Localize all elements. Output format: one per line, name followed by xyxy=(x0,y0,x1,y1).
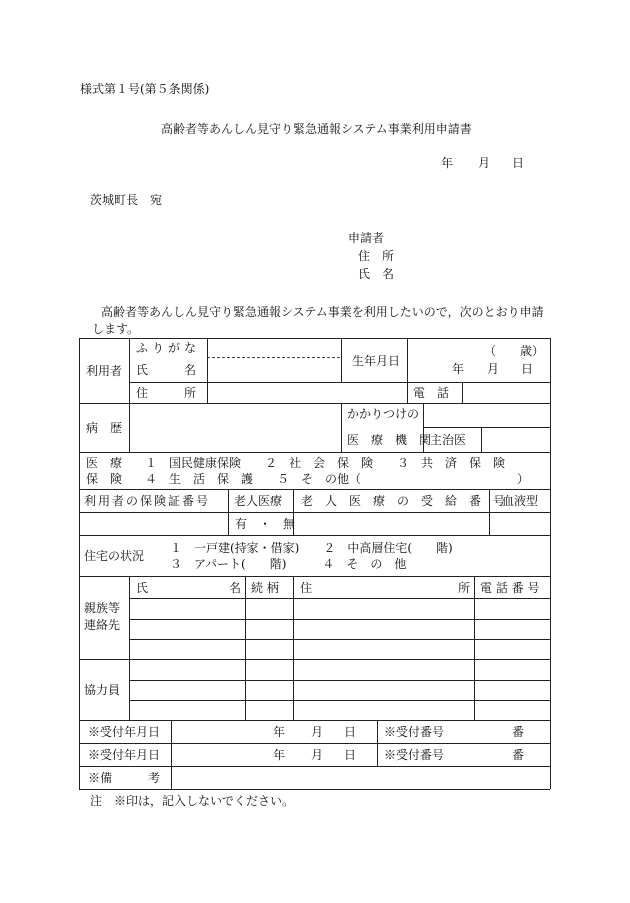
col-line xyxy=(474,576,475,720)
age-field: （ 歳） xyxy=(484,344,545,358)
clinic-label-1: かかりつけの xyxy=(347,407,420,421)
birth-year: 年 xyxy=(452,362,465,376)
helpers-label: 協力員 xyxy=(84,683,121,697)
row-line xyxy=(129,619,550,620)
housing-options-2: ３ アパート( 階) ４ そ の 他 xyxy=(170,557,407,571)
col-line xyxy=(129,338,130,452)
yes-no-field: 有 ・ 無 xyxy=(235,517,296,531)
applicant-address-label: 住 所 xyxy=(358,249,395,263)
row-line xyxy=(129,598,550,599)
contact-address-header-1: 住 xyxy=(300,581,313,595)
row-line xyxy=(79,489,550,490)
row-line xyxy=(129,639,550,640)
row-line xyxy=(79,743,550,744)
row-line xyxy=(129,382,550,383)
row-line xyxy=(79,512,550,513)
insurance-number-label: 利用者の保険証番号 xyxy=(84,494,211,508)
intro-line-2: します。 xyxy=(92,322,140,336)
col-line xyxy=(377,720,378,766)
insurance-options-1: １ 国民健康保険 ２ 社 会 保 険 ３ 共 済 保 険 xyxy=(145,456,506,470)
received-date-label: ※受付年月日 xyxy=(88,725,161,739)
received-month: 月 xyxy=(311,748,324,762)
received-number-label: ※受付番号 xyxy=(384,748,445,762)
table-border-right xyxy=(550,338,551,789)
remarks-label: ※備 考 xyxy=(88,771,161,785)
col-line xyxy=(207,338,208,403)
relatives-label-2: 連絡先 xyxy=(84,618,121,632)
page-title: 高齢者等あんしん見守り緊急通報システム事業利用申請書 xyxy=(161,122,472,136)
user-name-label: 氏 名 xyxy=(136,363,197,377)
birth-label: 生年月日 xyxy=(352,354,401,368)
row-line xyxy=(79,535,550,536)
received-date-label: ※受付年月日 xyxy=(88,748,161,762)
col-line xyxy=(341,403,342,452)
contact-phone-header: 電 話 番 号 xyxy=(480,581,540,595)
received-number-suffix: 番 xyxy=(512,748,525,762)
birth-month: 月 xyxy=(487,362,500,376)
footnote: 注 ※印は，記入しないでください。 xyxy=(90,794,295,808)
col-line xyxy=(293,576,294,720)
applicant-label: 申請者 xyxy=(348,231,385,245)
table-border-left xyxy=(79,338,80,789)
row-line xyxy=(79,766,550,767)
birth-day: 日 xyxy=(521,362,534,376)
col-line xyxy=(481,427,482,452)
clinic-label-2: 医 療 機 関 xyxy=(347,433,432,447)
insurance-label-2: 保 険 xyxy=(86,472,123,486)
date-month: 月 xyxy=(478,156,491,170)
contact-relation-header: 続 柄 xyxy=(251,581,279,595)
received-number-suffix: 番 xyxy=(512,725,525,739)
doctor-label: 主治医 xyxy=(430,433,467,447)
col-line xyxy=(462,382,463,403)
col-line xyxy=(407,338,408,403)
table-border-bottom xyxy=(79,789,550,790)
furigana-dash xyxy=(207,357,340,358)
date-day: 日 xyxy=(512,156,525,170)
user-label: 利用者 xyxy=(86,364,123,378)
row-line xyxy=(79,452,550,453)
relatives-label-1: 親族等 xyxy=(84,601,121,615)
phone-label: 電 話 xyxy=(413,386,450,400)
contact-name-header-2: 名 xyxy=(229,581,242,595)
housing-options-1: １ 一戸建(持家・借家) ２ 中高層住宅( 階) xyxy=(170,541,453,555)
col-line xyxy=(341,338,342,382)
insurance-label-1: 医 療 xyxy=(86,456,123,470)
row-line xyxy=(129,680,550,681)
table-border-top xyxy=(79,338,550,339)
furigana-label: ふりがな xyxy=(136,341,201,355)
col-line xyxy=(245,576,246,720)
applicant-name-label: 氏 名 xyxy=(358,267,395,281)
received-year: 年 xyxy=(273,725,286,739)
elderly-number-label: 老 人 医 療 の 受 給 番 号 xyxy=(301,494,506,508)
received-month: 月 xyxy=(311,725,324,739)
date-year: 年 xyxy=(441,156,454,170)
row-line xyxy=(79,403,550,404)
housing-label: 住宅の状況 xyxy=(84,549,145,563)
contact-address-header-2: 所 xyxy=(458,581,471,595)
received-day: 日 xyxy=(344,748,357,762)
row-line xyxy=(79,576,550,577)
received-day: 日 xyxy=(344,725,357,739)
elderly-medical-label: 老人医療 xyxy=(234,494,283,508)
col-line xyxy=(171,720,172,789)
received-number-label: ※受付番号 xyxy=(384,725,445,739)
col-line xyxy=(228,489,229,535)
intro-line-1: 高齢者等あんしん見守り緊急通報システム事業を利用したいので，次のとおり申請 xyxy=(101,305,544,319)
row-line xyxy=(423,427,550,428)
addressee: 茨城町長 宛 xyxy=(90,193,163,207)
blood-type-label: 血液型 xyxy=(502,494,539,508)
user-address-label: 住 所 xyxy=(136,386,197,400)
insurance-options-2: ４ 生 活 保 護 ５ そ の他（ ） xyxy=(145,472,530,486)
received-year: 年 xyxy=(273,748,286,762)
medical-history-label: 病 歴 xyxy=(86,421,123,435)
row-line xyxy=(79,659,550,660)
col-line xyxy=(129,576,130,720)
row-line xyxy=(79,720,550,721)
row-line xyxy=(129,700,550,701)
contact-name-header-1: 氏 xyxy=(136,581,149,595)
form-number: 様式第１号(第５条関係) xyxy=(80,82,210,96)
